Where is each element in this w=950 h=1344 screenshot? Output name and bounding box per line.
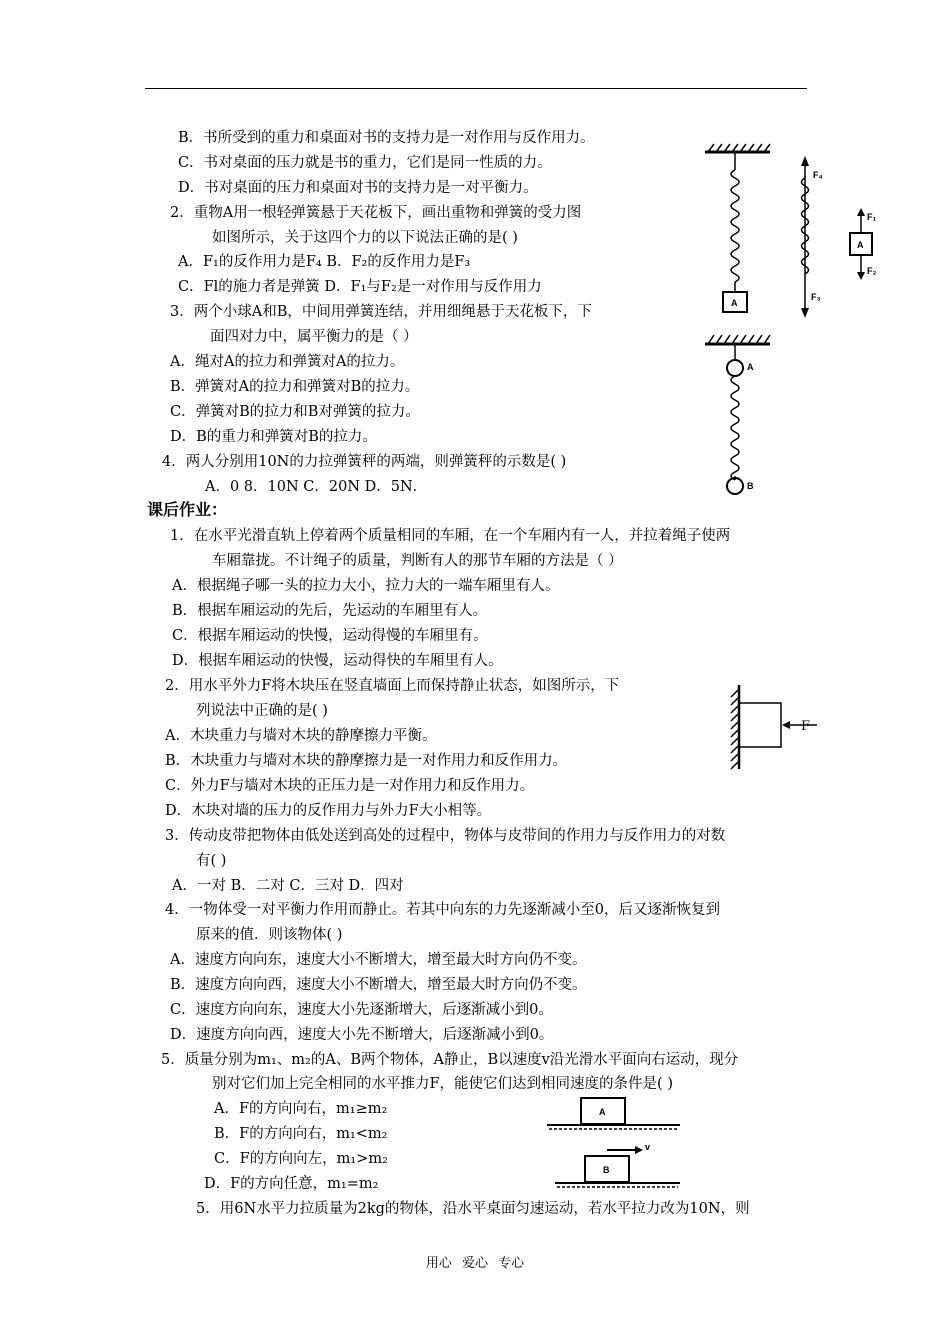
question-line: 原来的值．则该物体( ): [196, 927, 343, 943]
ball-label: A: [747, 362, 754, 372]
force-label: F₃: [811, 292, 821, 302]
block-label: A: [731, 298, 738, 308]
question-line: 2．重物A用一根轻弹簧悬于天花板下，画出重物和弹簧的受力图: [170, 205, 582, 221]
option-line: C．F的方向向左，m₁>m₂: [214, 1151, 388, 1167]
force-label: F: [801, 719, 811, 734]
option-line: C．速度方向向东，速度大小先逐渐增大，后逐渐减小到0。: [170, 1002, 553, 1018]
force-label: F₂: [867, 266, 877, 276]
option-line: D．书对桌面的压力和桌面对书的支持力是一对平衡力。: [178, 180, 538, 196]
blocks-figure: [545, 1090, 685, 1200]
force-label: F₄: [813, 170, 823, 180]
option-line: B．木块重力与墙对木块的静摩擦力是一对作用力和反作用力。: [165, 753, 568, 769]
spring-force-figure: [700, 140, 900, 320]
question-line: 3．传动皮带把物体由低处送到高处的过程中，物体与皮带间的作用力与反作用力的对数: [165, 828, 726, 844]
wall-block-figure: [725, 683, 835, 773]
question-line: 有( ): [196, 853, 227, 869]
question-line: 4．两人分别用10N的力拉弹簧秤的两端，则弹簧秤的示数是( ): [162, 454, 567, 470]
option-line: C．Fl的施力者是弹簧 D．F₁与F₂是一对作用与反作用力: [178, 279, 542, 295]
option-line: B．速度方向向西，速度大小不断增大，增至最大时方向仍不变。: [170, 977, 587, 993]
force-label: F₁: [867, 212, 877, 222]
option-line: D．B的重力和弹簧对B的拉力。: [170, 429, 377, 445]
option-line: C．根据车厢运动的快慢，运动得慢的车厢里有。: [172, 628, 488, 644]
option-line: A．绳对A的拉力和弹簧对A的拉力。: [170, 354, 405, 370]
option-line: A．根据绳子哪一头的拉力大小，拉力大的一端车厢里有人。: [172, 578, 560, 594]
option-line: A．一对 B．二对 C．三对 D．四对: [172, 878, 404, 894]
question-line: 1．在水平光滑直轨上停着两个质量相同的车厢，在一个车厢内有一人，并拉着绳子使两: [170, 528, 731, 544]
question-line: 2．用水平外力F将木块压在竖直墙面上而保持静止状态，如图所示，下: [165, 678, 620, 694]
option-line: D．速度方向向西，速度大小先不断增大，后逐渐减小到0。: [170, 1027, 554, 1043]
two-ball-figure: [700, 330, 790, 495]
option-line: A．木块重力与墙对木块的静摩擦力平衡。: [165, 728, 437, 744]
question-line: 5．质量分别为m₁、m₂的A、B两个物体，A静止，B以速度v沿光滑水平面向右运动，现分: [161, 1052, 739, 1068]
option-line: A．F的方向向右，m₁≥m₂: [214, 1101, 388, 1117]
option-line: B．根据车厢运动的先后，先运动的车厢里有人。: [172, 603, 488, 619]
option-line: C．外力F与墙对木块的正压力是一对作用力和反作用力。: [165, 778, 535, 794]
block-label: A: [857, 240, 864, 250]
option-line: B．弹簧对A的拉力和弹簧对B的拉力。: [170, 379, 420, 395]
option-line: D．木块对墙的压力的反作用力与外力F大小相等。: [165, 803, 492, 819]
page-footer: 用心 爱心 专心: [425, 1256, 525, 1271]
option-line: A．0 8．10N C．20N D．5N．: [205, 479, 428, 495]
question-line: 4．一物体受一对平衡力作用而静止。若其中向东的力先逐渐减小至0，后又逐渐恢复到: [165, 902, 720, 918]
option-line: B．F的方向向右，m₁<m₂: [214, 1126, 388, 1142]
question-line: 3．两个小球A和B，中间用弹簧连结，并用细绳悬于天花板下，下: [170, 304, 592, 320]
question-line: 面四对力中，属平衡力的是（ ）: [210, 329, 418, 345]
option-line: A．F₁的反作用力是F₄ B．F₂的反作用力是F₃: [178, 254, 471, 270]
ball-label: B: [747, 481, 754, 491]
option-line: C．书对桌面的压力就是书的重力，它们是同一性质的力。: [178, 155, 552, 171]
question-line: 车厢靠拢。不计绳子的质量，判断有人的那节车厢的方法是（ ）: [212, 553, 623, 569]
question-line: 别对它们加上完全相同的水平推力F，能使它们达到相同速度的条件是( ): [212, 1076, 673, 1092]
section-heading: 课后作业：: [147, 500, 228, 519]
option-line: D．F的方向任意，m₁=m₂: [204, 1176, 379, 1192]
option-line: B．书所受到的重力和桌面对书的支持力是一对作用与反作用力。: [178, 130, 595, 146]
header-rule: [145, 88, 807, 89]
option-line: C．弹簧对B的拉力和B对弹簧的拉力。: [170, 404, 420, 420]
question-line: 5．用6N水平力拉质量为2kg的物体，沿水平桌面匀速运动，若水平拉力改为10N，则: [196, 1201, 750, 1217]
block-label: A: [599, 1107, 606, 1117]
option-line: D．根据车厢运动的快慢，运动得快的车厢里有人。: [172, 653, 503, 669]
option-line: A．速度方向向东，速度大小不断增大，增至最大时方向仍不变。: [170, 952, 587, 968]
velocity-label: v: [645, 1142, 651, 1152]
question-line: 列说法中正确的是( ): [196, 703, 328, 719]
block-label: B: [603, 1165, 610, 1175]
question-line: 如图所示，关于这四个力的以下说法正确的是( ): [212, 230, 518, 246]
